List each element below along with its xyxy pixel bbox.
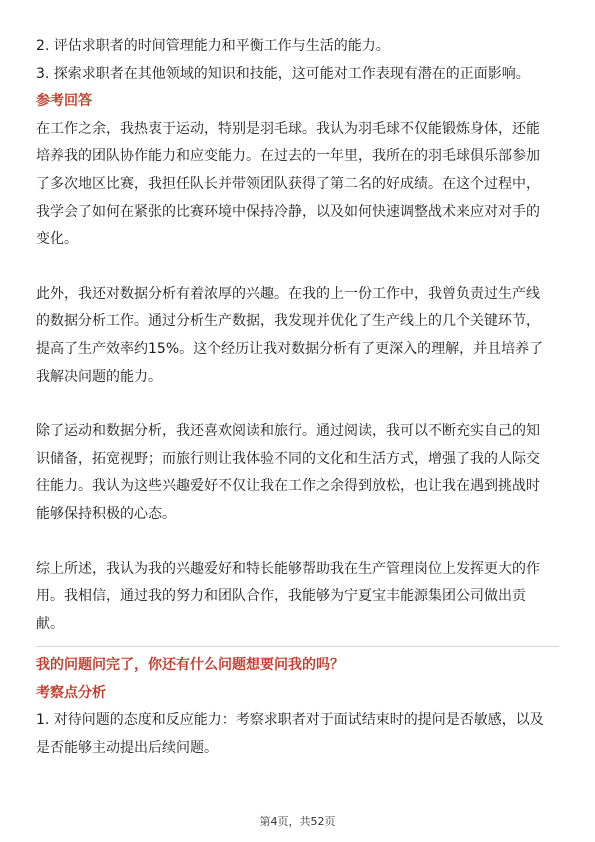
paragraph-line: 的数据分析工作。通过分析生产数据，我发现并优化了生产线上的几个关键环节， — [36, 313, 540, 330]
paragraph-line: 了多次地区比赛，我担任队长并带领团队获得了第二名的好成绩。在这个过程中， — [36, 175, 540, 192]
answer-paragraph-1 — [36, 116, 559, 254]
analysis-heading: 考察点分析 — [36, 684, 106, 701]
paragraph-line: 识储备，拓宽视野；而旅行则让我体验不同的文化和生活方式，增强了我的人际交 — [36, 450, 540, 467]
paragraph-line: 培养我的团队协作能力和应变能力。在过去的一年里，我所在的羽毛球俱乐部参加 — [36, 148, 540, 165]
paragraph-line: 综上所述，我认为我的兴趣爱好和特长能够帮助我在生产管理岗位上发挥更大的作 — [36, 560, 540, 577]
paragraph-gap — [36, 529, 559, 556]
paragraph-line: 在工作之余，我热衷于运动，特别是羽毛球。我认为羽毛球不仅能锻炼身体，还能 — [36, 120, 540, 137]
paragraph-line: 献。 — [36, 615, 64, 632]
answer-paragraph-3 — [36, 418, 559, 528]
paragraph-line: 我学会了如何在紧张的比赛环境中保持冷静，以及如何快速调整战术来应对对手的 — [36, 203, 540, 220]
paragraph-line: 提高了生产效率约15%。这个经历让我对数据分析有了更深入的理解，并且培养了 — [36, 340, 544, 357]
paragraph-line: 能够保持积极的心态。 — [36, 505, 176, 522]
paragraph-gap — [36, 391, 559, 418]
paragraph-line: 除了运动和数据分析，我还喜欢阅读和旅行。通过阅读，我可以不断充实自己的知 — [36, 423, 540, 440]
analysis-point-line: 是否能够主动提出后续问题。 — [36, 740, 218, 757]
intro-point-2: 2. 评估求职者的时间管理能力和平衡工作与生活的能力。 — [36, 38, 390, 54]
paragraph-line: 我解决问题的能力。 — [36, 368, 162, 385]
section-divider — [36, 646, 559, 647]
intro-point-3: 3. 探索求职者在其他领域的知识和技能，这可能对工作表现有潜在的正面影响。 — [36, 65, 530, 82]
paragraph-line: 此外，我还对数据分析有着浓厚的兴趣。在我的上一份工作中，我曾负责过生产线 — [36, 285, 540, 302]
next-question-heading: 我的问题问完了，你还有什么问题想要问我的吗？ — [36, 657, 344, 674]
page-content — [36, 33, 559, 763]
page-footer: 第4页，共52页 — [259, 815, 336, 828]
answer-paragraph-4 — [36, 556, 559, 639]
paragraph-line: 往能力。我认为这些兴趣爱好不仅让我在工作之余得到放松，也让我在遇到挑战时 — [36, 478, 540, 495]
answer-heading: 参考回答 — [36, 93, 92, 110]
answer-paragraph-2 — [36, 281, 559, 391]
paragraph-line: 变化。 — [36, 231, 78, 248]
paragraph-line: 用。我相信，通过我的努力和团队合作，我能够为宁夏宝丰能源集团公司做出贡 — [36, 588, 526, 605]
analysis-point-line: 1. 对待问题的态度和反应能力：考察求职者对于面试结束时的提问是否敏感，以及 — [36, 712, 544, 729]
paragraph-gap — [36, 254, 559, 281]
